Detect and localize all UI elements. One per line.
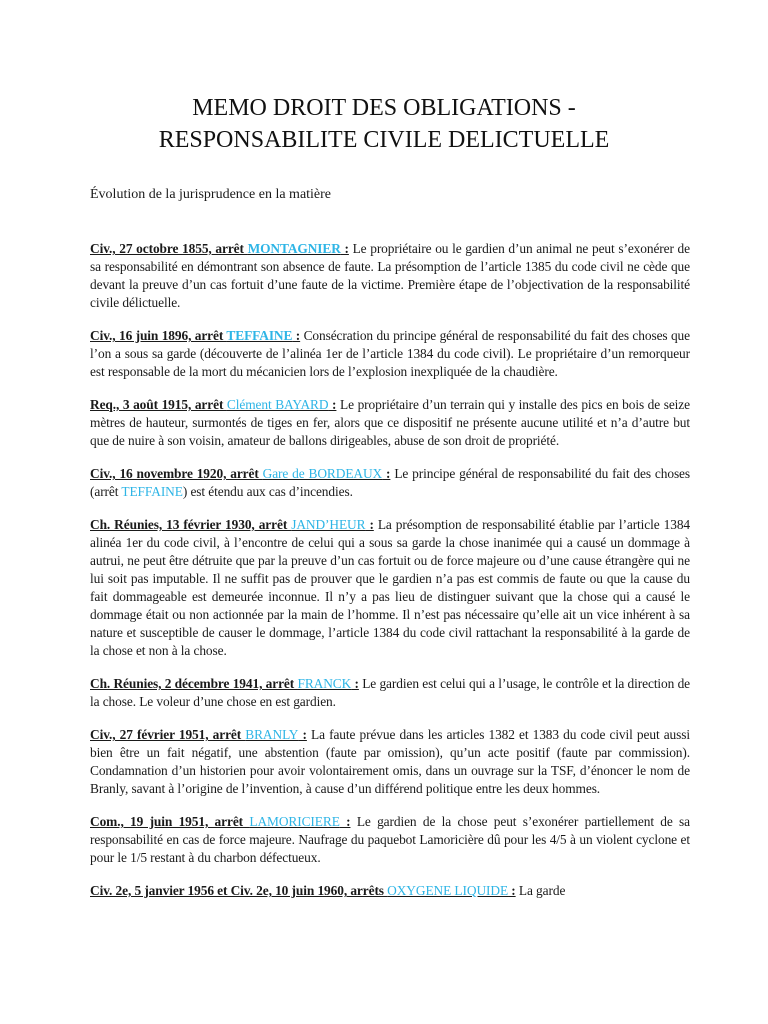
case-name: BRANLY [245, 727, 299, 742]
entry-colon: : [298, 727, 307, 742]
entry-reference: Req., 3 août 1915, arrêt [90, 397, 227, 412]
entry-text: Consécration du principe général de responsabilité du fait des choses que l’on a sous sa garde (découverte de l’alinéa 1er de l’article 1384 du code civil). Le propriétaire d’un remorqueur est responsable de la mort du mécanicien lors de l’explosion inexpliquée de la chaudière. [90, 328, 690, 379]
case-name: Clément BAYARD [226, 397, 329, 412]
entry-colon: : [382, 466, 391, 481]
entry-text: La faute prévue dans les articles 1382 et 1383 du code civil peut aussi bien être un fait négatif, une abstention (faute par omission), qu’un acte positif (faute par commission). Condamnation d’un historien pour avoir volontairement omis, dans un ouvrage sur la TSF, d’énoncer le nom de Branly, savant à l’origine de l’invention, à cause d’un différend politique entre les deux hommes. [90, 727, 690, 796]
title-line-1: MEMO DROIT DES OBLIGATIONS - [192, 95, 576, 121]
entry-colon: : [292, 328, 301, 343]
intro-text: Évolution de la jurisprudence en la matière [90, 187, 332, 202]
case-name: Gare de BORDEAUX [262, 466, 383, 481]
entry-text-end: ) est étendu aux cas d’incendies. [182, 484, 353, 499]
entry-colon: : [508, 883, 516, 898]
entry-reference: Civ., 16 novembre 1920, arrêt [90, 466, 263, 481]
entry-text: Le gardien de la chose peut s’exonérer partiellement de sa responsabilité en cas de force majeure. Naufrage du paquebot Lamoricière dû pour les 4/5 à un violent cyclone et pour le 1/5 restant à du charbon défectueux. [90, 814, 690, 865]
entry-text: La garde [515, 883, 566, 898]
jurisprudence-entry [90, 516, 690, 660]
entry-text: Le propriétaire d’un terrain qui y installe des pics en bois de seize mètres de hauteur, surmontés de tiges en fer, alors que ce dispositif ne présente aucune utilité et n’a d’autre but que de nuire à son voisin, amateur de ballons dirigeables, abuse de son droit de propriété. [90, 397, 690, 448]
entry-reference: Civ. 2e, 5 janvier 1956 et Civ. 2e, 10 juin 1960, arrêts [90, 883, 388, 898]
case-name: MONTAGNIER [247, 241, 341, 256]
entry-text: La présomption de responsabilité établie par l’article 1384 alinéa 1er du code civil, à l’encontre de celui qui a sous sa garde la chose inanimée qui a causé un dommage à autrui, ne peut être détruite que par la preuve d’un cas fortuit ou de force majeure ou d’une cause étrangère qui ne lui soit pas imputable. Il ne suffit pas de prouver que le gardien n’a pas est commis de faute ou que la cause du fait dommageable est demeurée inconnue. Il n’y a pas lieu de distinguer suivant que la chose qui a causé le dommage était ou non actionnée par la main de l’homme. Il n’est pas nécessaire qu’elle ait un vice inhérent à sa nature et susceptible de causer le dommage, l’article 1384 du code civil rattachant la responsabilité à la garde de la chose et non à la chose. [90, 517, 691, 658]
jurisprudence-entry [90, 327, 690, 381]
entry-text: Le principe général de responsabilité du fait des choses (arrêt [90, 466, 691, 499]
case-name: LAMORICIERE [249, 814, 340, 829]
entry-colon: : [340, 241, 349, 256]
case-name: OXYGENE LIQUIDE [387, 883, 509, 898]
jurisprudence-entry [90, 882, 690, 900]
jurisprudence-entry [90, 240, 690, 312]
jurisprudence-list [90, 240, 690, 915]
document-title [0, 92, 768, 156]
jurisprudence-entry [90, 465, 690, 501]
title-line-2: RESPONSABILITE CIVILE DELICTUELLE [158, 127, 610, 153]
entry-reference: Civ., 27 février 1951, arrêt [90, 727, 246, 742]
case-name: TEFFAINE [226, 328, 293, 343]
entry-reference: Ch. Réunies, 13 février 1930, arrêt [90, 517, 292, 532]
entry-text: Le gardien est celui qui a l’usage, le contrôle et la direction de la chose. Le voleur d’une chose en est gardien. [90, 676, 691, 709]
jurisprudence-entry [90, 726, 690, 798]
case-name: JAND’HEUR [291, 517, 366, 532]
entry-colon: : [328, 397, 337, 412]
case-name: FRANCK [297, 676, 352, 691]
entry-colon: : [365, 517, 374, 532]
entry-reference: Civ., 27 octobre 1855, arrêt [90, 241, 248, 256]
entry-text: Le propriétaire ou le gardien d’un animal ne peut s’exonérer de sa responsabilité en démontrant son absence de faute. La présomption de l’article 1385 du code civil ne cède que devant la preuve d’un cas fortuit d’une faute de la victime. Première étape de l’objectivation de la responsabilité civile délictuelle. [90, 241, 690, 310]
entry-reference: Civ., 16 juin 1896, arrêt [90, 328, 227, 343]
entry-reference: Ch. Réunies, 2 décembre 1941, arrêt [90, 676, 298, 691]
jurisprudence-entry [90, 675, 690, 711]
entry-reference: Com., 19 juin 1951, arrêt [90, 814, 250, 829]
inline-case-name: TEFFAINE [121, 484, 183, 499]
entry-colon: : [351, 676, 359, 691]
entry-colon: : [339, 814, 351, 829]
jurisprudence-entry [90, 396, 690, 450]
jurisprudence-entry [90, 813, 690, 867]
